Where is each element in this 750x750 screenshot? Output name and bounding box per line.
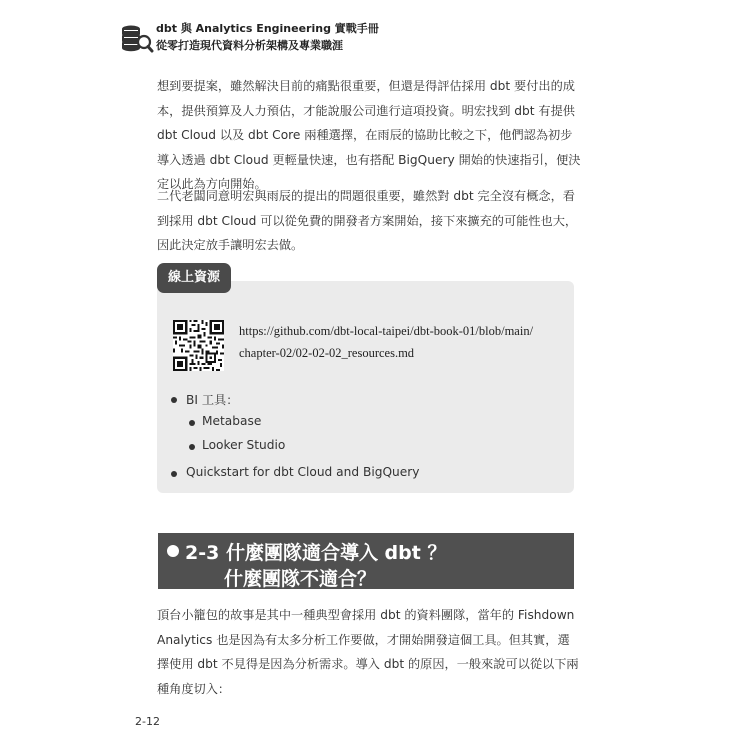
resource-url-line-2[interactable]: chapter-02/02-02-02_resources.md	[239, 346, 415, 360]
bullet-icon	[189, 444, 195, 450]
bi-tools-label: BI 工具：	[186, 393, 239, 407]
section-bullet-icon	[167, 545, 179, 557]
book-subtitle: 從零打造現代資料分析架構及專業職涯	[156, 39, 343, 52]
database-magnifier-icon	[120, 22, 154, 56]
paragraph-story: 頂台小籠包的故事是其中一種典型會採用 dbt 的資料團隊，當年的 Fishdown Analytics 也是因為有太多分析工作要做，才開始開發這個工具。但其實，選擇使用 dbt 不見得是因為分析需求。導入 dbt 的原因，一般來說可以從以下兩種角度切入：	[157, 608, 579, 696]
looker-studio-item: Looker Studio	[202, 438, 286, 452]
book-title: dbt 與 Analytics Engineering 實戰手冊	[156, 22, 379, 35]
section-heading	[158, 533, 574, 589]
bullet-icon	[171, 471, 177, 477]
page-number: 2-12	[135, 715, 160, 728]
quickstart-item: Quickstart for dbt Cloud and BigQuery	[186, 465, 420, 479]
section-title-line-1: 2-3 什麼團隊適合導入 dbt ？	[185, 542, 447, 564]
qr-code-icon[interactable]	[173, 320, 224, 371]
paragraph-proposal: 想到要提案，雖然解決目前的痛點很重要，但還是得評估採用 dbt 要付出的成本，提供預算及人力預估，才能說服公司進行這項投資。明宏找到 dbt 有提供 dbt Cloud 以及 dbt Core 兩種選擇，在雨辰的協助比較之下，他們認為初步導入透過 dbt Cloud 更輕量快速，也有搭配 BigQuery 開始的快速指引，便決定以此為方向開始。	[157, 79, 581, 192]
paragraph-approval: 二代老闆同意明宏與雨辰的提出的問題很重要，雖然對 dbt 完全沒有概念，看到採用 dbt Cloud 可以從免費的開發者方案開始，接下來擴充的可能性也大，因此決定放手讓明宏去做。	[157, 189, 578, 253]
online-resources-tab: 線上資源	[157, 263, 231, 293]
metabase-item: Metabase	[202, 414, 262, 428]
online-resources-box	[157, 281, 574, 493]
bullet-icon	[171, 397, 177, 403]
resource-url[interactable]	[239, 320, 569, 364]
bullet-icon	[189, 420, 195, 426]
resource-url-line-1[interactable]: https://github.com/dbt-local-taipei/dbt-book-01/blob/main/	[239, 324, 534, 338]
section-title-line-2: 什麼團隊不適合？	[224, 568, 377, 590]
book-header	[120, 20, 440, 60]
